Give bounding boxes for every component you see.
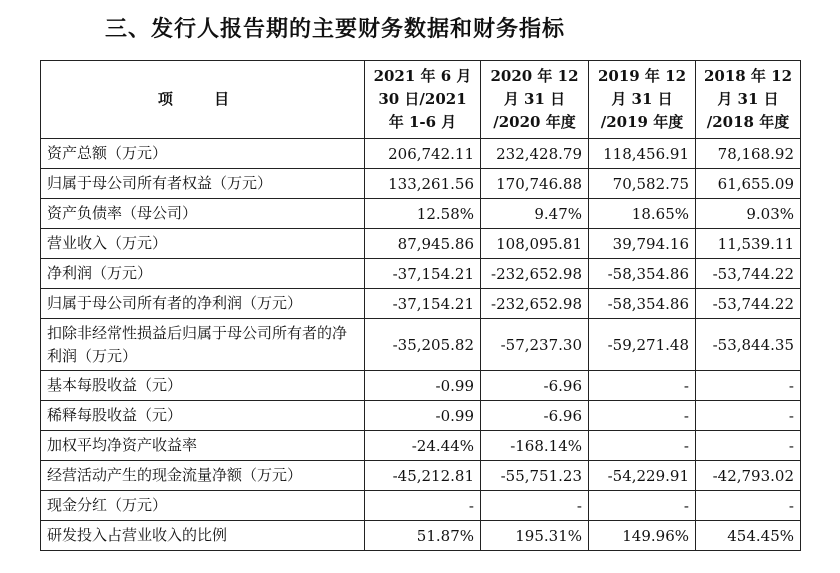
table-row	[41, 401, 801, 431]
header-period-1	[365, 61, 481, 139]
row-value: -6.96	[481, 371, 589, 401]
row-label: 基本每股收益（元）	[41, 371, 365, 401]
header-line: 年 1-6 月	[388, 113, 457, 131]
header-line: /2018 年度	[706, 113, 790, 131]
row-value: 118,456.91	[589, 139, 696, 169]
row-label: 归属于母公司所有者权益（万元）	[41, 169, 365, 199]
row-value: -45,212.81	[365, 461, 481, 491]
table-row	[41, 199, 801, 229]
table-header	[41, 61, 801, 139]
row-label: 净利润（万元）	[41, 259, 365, 289]
row-value: -0.99	[365, 401, 481, 431]
row-value: 195.31%	[481, 521, 589, 551]
row-value: -	[589, 431, 696, 461]
row-value: 170,746.88	[481, 169, 589, 199]
section-title: 三、发行人报告期的主要财务数据和财务指标	[105, 17, 566, 42]
row-label: 加权平均净资产收益率	[41, 431, 365, 461]
row-value: -24.44%	[365, 431, 481, 461]
row-label: 资产总额（万元）	[41, 139, 365, 169]
row-value: -	[481, 491, 589, 521]
row-value: 206,742.11	[365, 139, 481, 169]
row-value: -57,237.30	[481, 319, 589, 371]
table-row	[41, 431, 801, 461]
row-label: 现金分红（万元）	[41, 491, 365, 521]
row-label: 研发投入占营业收入的比例	[41, 521, 365, 551]
table-row	[41, 491, 801, 521]
table-row	[41, 319, 801, 371]
row-value: -	[696, 431, 801, 461]
financial-data-table	[40, 60, 801, 551]
header-row	[41, 61, 801, 139]
row-value: -58,354.86	[589, 289, 696, 319]
row-value: -53,844.35	[696, 319, 801, 371]
table-row	[41, 139, 801, 169]
row-value: 454.45%	[696, 521, 801, 551]
row-value: 39,794.16	[589, 229, 696, 259]
row-value: 18.65%	[589, 199, 696, 229]
row-value: 51.87%	[365, 521, 481, 551]
header-line: /2019 年度	[600, 113, 684, 131]
row-label: 扣除非经常性损益后归属于母公司所有者的净利润（万元）	[41, 319, 365, 371]
header-line: /2020 年度	[493, 113, 576, 131]
row-value: -53,744.22	[696, 259, 801, 289]
row-value: -58,354.86	[589, 259, 696, 289]
row-value: -59,271.48	[589, 319, 696, 371]
row-value: -6.96	[481, 401, 589, 431]
row-value: -	[696, 491, 801, 521]
row-value: 87,945.86	[365, 229, 481, 259]
row-value: -	[696, 401, 801, 431]
row-value: 149.96%	[589, 521, 696, 551]
row-value: 11,539.11	[696, 229, 801, 259]
row-value: -232,652.98	[481, 289, 589, 319]
row-label: 稀释每股收益（元）	[41, 401, 365, 431]
row-value: -	[365, 491, 481, 521]
row-value: 78,168.92	[696, 139, 801, 169]
header-period-4	[696, 61, 801, 139]
row-value: -37,154.21	[365, 289, 481, 319]
row-value: -35,205.82	[365, 319, 481, 371]
row-value: -42,793.02	[696, 461, 801, 491]
row-value: 70,582.75	[589, 169, 696, 199]
row-value: -	[589, 491, 696, 521]
table-row	[41, 229, 801, 259]
header-line: 30 日/2021	[378, 90, 467, 108]
row-value: 133,261.56	[365, 169, 481, 199]
row-value: -	[696, 371, 801, 401]
row-value: -	[589, 371, 696, 401]
header-line: 2020 年 12	[490, 67, 579, 85]
header-period-3	[589, 61, 696, 139]
header-line: 2018 年 12	[703, 67, 793, 85]
row-value: -168.14%	[481, 431, 589, 461]
row-value: -54,229.91	[589, 461, 696, 491]
row-value: 12.58%	[365, 199, 481, 229]
row-value: -37,154.21	[365, 259, 481, 289]
row-value: 108,095.81	[481, 229, 589, 259]
row-value: 9.47%	[481, 199, 589, 229]
header-line: 2019 年 12	[597, 67, 687, 85]
row-value: -232,652.98	[481, 259, 589, 289]
row-value: -55,751.23	[481, 461, 589, 491]
row-value: 232,428.79	[481, 139, 589, 169]
row-label: 营业收入（万元）	[41, 229, 365, 259]
row-value: -0.99	[365, 371, 481, 401]
header-line: 月 31 日	[503, 90, 566, 108]
table-body	[41, 139, 801, 551]
table-row	[41, 371, 801, 401]
row-label: 资产负债率（母公司）	[41, 199, 365, 229]
header-period-2	[481, 61, 589, 139]
table-row	[41, 289, 801, 319]
row-label: 归属于母公司所有者的净利润（万元）	[41, 289, 365, 319]
table-row	[41, 461, 801, 491]
table-row	[41, 259, 801, 289]
row-value: 61,655.09	[696, 169, 801, 199]
header-line: 月 31 日	[611, 90, 673, 108]
header-line: 2021 年 6 月	[373, 67, 472, 85]
header-line: 项 目	[157, 90, 248, 108]
header-item	[41, 61, 365, 139]
table-row	[41, 169, 801, 199]
header-line: 月 31 日	[717, 90, 779, 108]
row-value: -53,744.22	[696, 289, 801, 319]
row-value: 9.03%	[696, 199, 801, 229]
row-value: -	[589, 401, 696, 431]
row-label: 经营活动产生的现金流量净额（万元）	[41, 461, 365, 491]
table-row	[41, 521, 801, 551]
